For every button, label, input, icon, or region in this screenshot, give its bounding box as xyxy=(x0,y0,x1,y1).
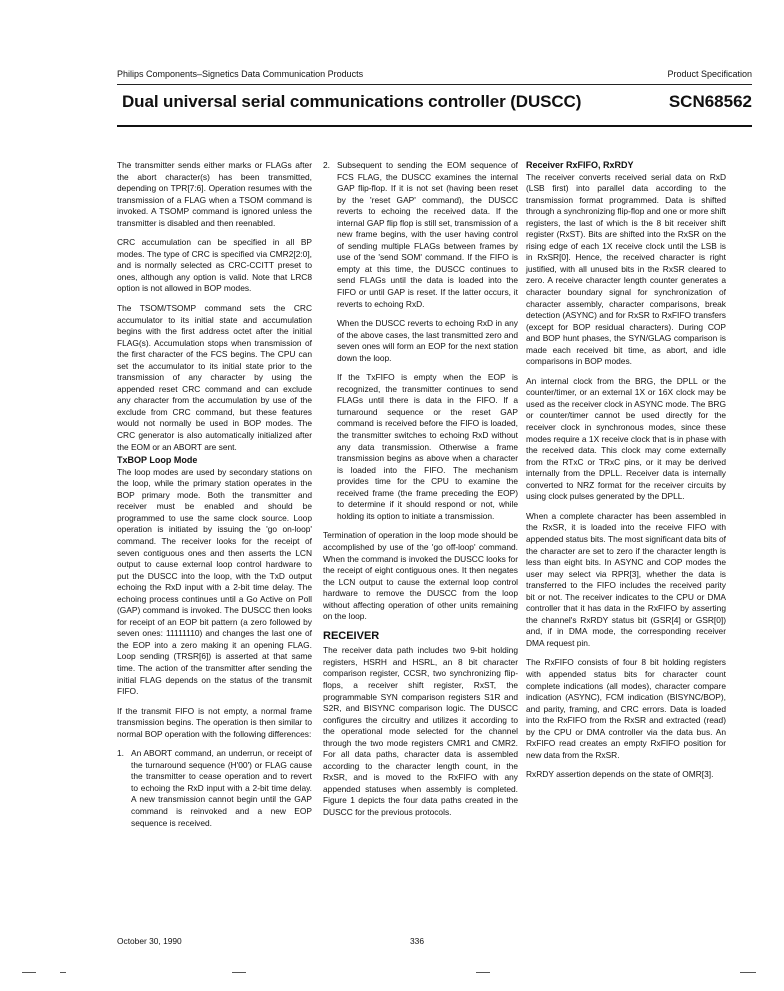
subheading-rxfifo: Receiver RxFIFO, RxRDY xyxy=(526,160,634,170)
title-rule xyxy=(117,125,752,127)
column-3 xyxy=(526,160,726,789)
subheading-loop-mode: TxBOP Loop Mode xyxy=(117,455,198,466)
paragraph: CRC accumulation can be specified in all BP modes. The type of CRC is specified via CMR2[2:0], and is normally selected as CRC-CCITT preset to ones, although any option is valid. Note that LRC8 option is not allowed in BOP modes. xyxy=(117,237,312,294)
paragraph: The RxFIFO consists of four 8 bit holding registers with appended status bits for character count complete indications (all modes), character compare indication (ASYNC), FCM indication (BISYNC/BOP), and parity, framing, and CRC errors. Data is loaded into the RxFIFO from the RxSR and extracted (read) by the CPU or DMA controller via the data bus. An RxFIFO read creates an empty RxFIFO position for new data from the RxSR. xyxy=(526,657,726,760)
paragraph: An internal clock from the BRG, the DPLL or the counter/timer, or an external 1X or 16X clock may be used as the receiver clock in ASYNC mode. The BRG or counter/timer cannot be used directly for the receiver clock in synchronous modes, since these modes require a 1X receive clock that is in phase with the received data. This clock may come externally from the RTxC or TRxC pins, or it may be derived internally from the DPLL. Receiver data is internally converted to NRZ format for the receiver circuits by using clock pulses generated by the DPLL. xyxy=(526,375,726,502)
paragraph: The transmitter sends either marks or FLAGs after the abort character(s) has been transmitted, depending on TPR[7:6]. Operation resumes with the transmission of a FLAG when a TSOM command is invoked. A TSOMP command is ignored unless the transmitter is disabled and then reenabled. xyxy=(117,160,312,228)
part-number: SCN68562 xyxy=(668,92,752,111)
list-text: Subsequent to sending the EOM sequence of FCS FLAG, the DUSCC examines the internal GAP flip-flop. If it is not set (having been reset by the 'reset GAP' command), the DUSCC reverts to echoing the received data. If the internal GAP flip flop is still set, transmission of a new frame begins, with the user having control of sending multiple FLAGs between frames by use of the 'send SOM' command. If the FIFO is empty at this time, the DUSCC continues to send FLAGs until the data is loaded into the FIFO or until GAP is reset. If the latter occurs, it reverts to echoing RxD. xyxy=(337,160,518,309)
paragraph: When a complete character has been assembled in the RxSR, it is loaded into the receive FIFO with appended status bits. The most significant data bits of the character are set to zero if the character length is less than eight bits. In ASYNC and COP modes the user may select via RPR[3], whether the data is transferred to the FIFO includes the received parity bit or not. The receiver indicates to the CPU or DMA controller that it has data in the RxFIFO by asserting the channel's RxRDY status bit (GSR[4] or GSR[0]) and, if in DMA mode, the corresponding receiver DMA request pin. xyxy=(526,510,726,648)
scan-mark xyxy=(60,972,66,973)
paragraph: The receiver converts received serial data on RxD (LSB first) into parallel data according to the transmission format programmed. Data is shifted through a synchronizing flip-flop and one or more shift registers, the last of which is the 8 bit receiver shift register (RxST). Bits are shifted into the RxSR on the rising edge of each 1X receive clock until the LSB is in RxSR[0]. Hence, the received character is right justified, with all unused bits in the RxSR cleared to zero. A receive character length counter generates a character boundary signal for synchronization of character assembly, character comparisons, break detection (ASYNC) and for RxSR to RxFIFO transfers (except for BOP residual characters). During COP and BOP hunt phases, the SYN/GLAG comparison is made each received bit time, as abort, and idle comparisons in BOP modes. xyxy=(526,171,726,367)
paragraph: If the TxFIFO is empty when the EOP is recognized, the transmitter continues to send FLAGs until there is data in the FIFO. If a turnaround sequence or the reset GAP command is received before the FIFO is loaded, the transmitter switches to echoing RxD without any data transmission. Otherwise a frame transmission begins as above when a character is loaded into the FIFO. The mechanism provides time for the CPU to examine the received frame (the frame preceding the EOP) to determine if it should respond or not, while holding its option to initiate a transmission. xyxy=(337,372,518,521)
column-2 xyxy=(323,160,518,827)
column-1 xyxy=(117,160,312,837)
header-right: Product Specification xyxy=(667,69,752,79)
footer-date: October 30, 1990 xyxy=(117,936,182,946)
paragraph: The TSOM/TSOMP command sets the CRC accumulator to its initial state and accumulation begins with the first address octet after the initial FLAG(s). Accumulation stops when transmission of the first character of the FCS begins. The CPU can set the accumulator to its initial state prior to the transmission of any character by using the appended reset CRC command and can exclude any character from the accumulation by use of the exclude from CRC command, but these features would not normally be used in BOP modes. The CRC generator is also automatically initialized after the EOM or an ABORT are sent. xyxy=(117,303,312,452)
scan-mark xyxy=(476,972,490,973)
scan-mark xyxy=(232,972,246,973)
list-item xyxy=(117,748,312,829)
list-item xyxy=(323,160,518,310)
header-left: Philips Components–Signetics Data Communication Products xyxy=(117,69,364,79)
paragraph: The receiver data path includes two 9-bit holding registers, HSRH and HSRL, an 8 bit character comparison register, CCSR, two synchronizing flip-flops, a receiver shift register, RxST, the programmable SYN comparison registers S1R and S2R, and BISYNC comparison logic. The DUSCC configures the circuitry and utilizes it according to the operational mode selected for the channel through the two mode registers CMR1 and CMR2. For all data paths, character data is assembled according to the character length count, in the RxSR, and is moved to the RxFIFO with any appended statuses when assembly is completed. Figure 1 depicts the four data paths created in the DUSCC for the previous protocols. xyxy=(323,645,518,817)
scan-mark xyxy=(740,972,756,973)
list-number: 1. xyxy=(117,748,124,759)
page-title: Dual universal serial communications controller (DUSCC) xyxy=(122,92,582,111)
paragraph: If the transmit FIFO is not empty, a normal frame transmission begins. The operation is then similar to normal BOP operation with the following differences: xyxy=(117,705,312,739)
list-text: An ABORT command, an underrun, or receipt of the turnaround sequence (H'00') or FLAG cause the transmitter to cease operation and to revert to echoing the RxD input with a 2-bit time delay. A new transmission cannot begin until the GAP command is reinvoked and a new EOP sequence is received. xyxy=(131,748,312,828)
page-number: 336 xyxy=(410,936,424,946)
scan-mark xyxy=(22,972,36,973)
section-heading-receiver: RECEIVER xyxy=(323,629,380,642)
list-number: 2. xyxy=(323,160,330,170)
paragraph: Termination of operation in the loop mode should be accomplished by use of the 'go off-loop' command. When the command is invoked the DUSCC looks for the receipt of eight contiguous ones. It then negates the LCN output to cause the external loop control hardware to remove the DUSCC from the loop without affecting operation of other units remaining on the loop. xyxy=(323,530,518,622)
paragraph: RxRDY assertion depends on the state of OMR[3]. xyxy=(526,769,714,780)
header-rule xyxy=(117,84,752,85)
paragraph: The loop modes are used by secondary stations on the loop, while the primary station operates in the BOP primary mode. Both the transmitter and receiver must be enabled and should be programmed to use the same clock source. Loop operation is initiated by issuing the 'go on-loop' command. The receiver looks for the receipt of seven contiguous ones and then asserts the LCN output to cause external loop control hardware to put the DUSCC into the loop, with the TxD output echoing the RxD input with a 2-bit time delay. The echoing process continues until a Go Active on Poll (GAP) command is invoked. The DUSCC then looks for receipt of an EOP bit pattern (a zero followed by seven ones: 11111110) and changes the last one of the EOP into a zero making it an opening FLAG. Loop sending (TRSR[6]) is asserted at that same time. The action of the transmitter after sending the initial FLAG depends on the status of the transmit FIFO. xyxy=(117,466,312,697)
paragraph: When the DUSCC reverts to echoing RxD in any of the above cases, the last transmitted zero and seven ones will form an EOP for the next station down the loop. xyxy=(337,318,518,363)
